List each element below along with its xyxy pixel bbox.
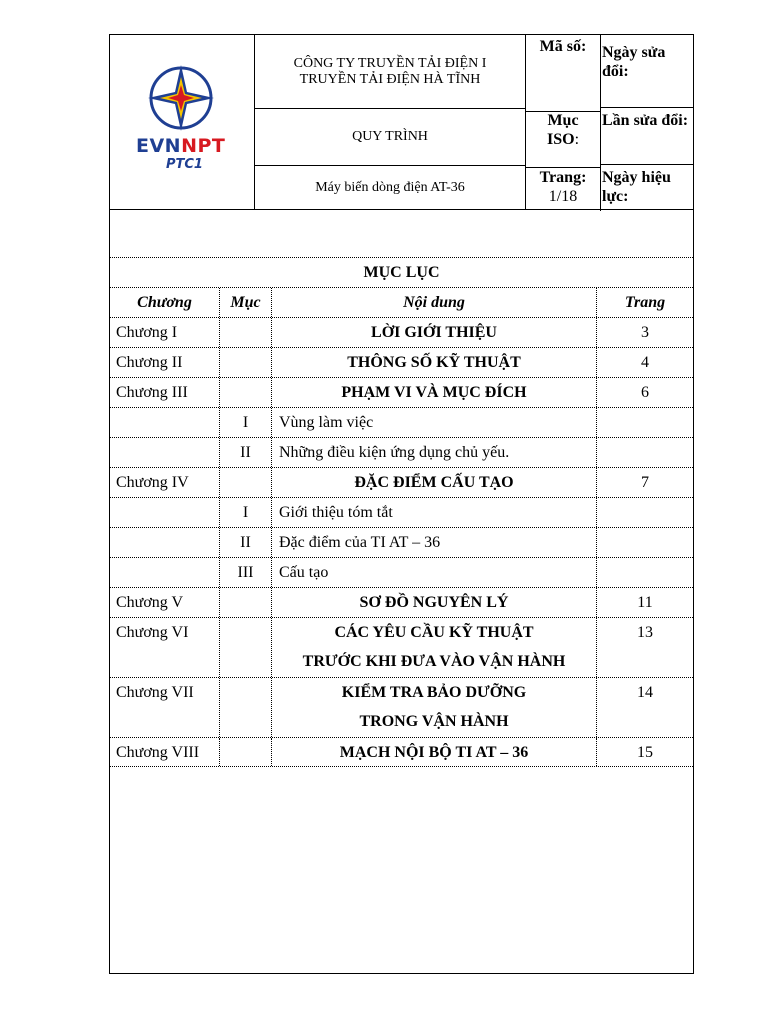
- chapter-cell: [110, 618, 220, 677]
- doc-subject: Máy biến dòng điện AT-36: [315, 179, 465, 195]
- table-row: [110, 497, 693, 527]
- header-content-cell: [272, 288, 597, 317]
- section-cell: [220, 318, 272, 347]
- table-row: [110, 557, 693, 587]
- table-row: [110, 407, 693, 437]
- page-value: 1/18: [548, 188, 578, 205]
- logo-wordmark: [136, 135, 225, 157]
- logo-npt-text: NPT: [181, 135, 226, 157]
- content-cell: [272, 618, 597, 677]
- chapter-cell: [110, 378, 220, 407]
- header-section: Mục: [230, 294, 261, 311]
- chapter-cell: [110, 348, 220, 377]
- page-number: 7: [641, 474, 649, 491]
- table-row: [110, 617, 693, 677]
- page-number: 3: [641, 324, 649, 341]
- content-label-line2: TRONG VẬN HÀNH: [359, 713, 509, 730]
- edit-date-label: Ngày sửa đổi:: [602, 44, 666, 80]
- content-label: Những điều kiện ứng dụng chủ yếu.: [279, 444, 510, 461]
- iso-label-2: ISO: [546, 131, 575, 148]
- content-cell: [272, 498, 597, 527]
- chapter-cell: [110, 588, 220, 617]
- header-chapter-cell: [110, 288, 220, 317]
- page-number-cell: [597, 408, 693, 437]
- page-number: 15: [637, 744, 653, 761]
- chapter-cell: [110, 498, 220, 527]
- chapter-cell: [110, 318, 220, 347]
- revision-label: Lần sửa đổi:: [602, 112, 689, 129]
- code-label: Mã số:: [539, 38, 587, 55]
- table-row: [110, 467, 693, 497]
- chapter-cell: [110, 438, 220, 467]
- page-number-cell: [597, 738, 693, 766]
- content-cell: [272, 738, 597, 766]
- section-cell: [220, 468, 272, 497]
- content-cell: [272, 378, 597, 407]
- document-header: [110, 35, 693, 210]
- content-cell: [272, 678, 597, 737]
- page-number: 6: [641, 384, 649, 401]
- logo-ptc1-text: PTC1: [166, 157, 203, 172]
- chapter-label: Chương VIII: [116, 744, 200, 761]
- page-number-cell: [597, 378, 693, 407]
- doc-type-cell: [255, 109, 526, 166]
- section-cell: [220, 408, 272, 437]
- chapter-cell: [110, 678, 220, 737]
- content-label: ĐẶC ĐIỂM CẤU TẠO: [354, 474, 514, 491]
- header-content: Nội dung: [403, 294, 465, 311]
- table-row: [110, 347, 693, 377]
- section-cell: [220, 558, 272, 587]
- content-cell: [272, 528, 597, 557]
- revision-cell: [601, 109, 693, 165]
- edit-date-cell: [601, 35, 693, 108]
- toc-title: MỤC LỤC: [363, 264, 440, 281]
- table-row: [110, 377, 693, 407]
- iso-label-1: Mục: [547, 112, 579, 129]
- content-cell: [272, 318, 597, 347]
- table-row: [110, 587, 693, 617]
- content-cell: [272, 408, 597, 437]
- section-label: II: [240, 444, 251, 461]
- table-row: [110, 317, 693, 347]
- section-label: I: [242, 414, 249, 431]
- section-cell: [220, 738, 272, 766]
- page-number-cell: [597, 588, 693, 617]
- logo-evn-text: EVN: [136, 135, 182, 157]
- section-label: I: [242, 504, 249, 521]
- chapter-label: Chương IV: [116, 474, 189, 491]
- company-name-line2: TRUYỀN TẢI ĐIỆN HÀ TĨNH: [299, 71, 481, 87]
- content-label: PHẠM VI VÀ MỤC ĐÍCH: [341, 384, 527, 401]
- document-frame: [109, 34, 694, 974]
- content-cell: [272, 348, 597, 377]
- content-label: Cấu tạo: [279, 564, 329, 581]
- company-name-cell: [255, 35, 526, 109]
- chapter-cell: [110, 528, 220, 557]
- section-cell: [220, 498, 272, 527]
- section-label: II: [240, 534, 251, 551]
- section-cell: [220, 678, 272, 737]
- chapter-cell: [110, 408, 220, 437]
- evnnpt-logo-icon: [110, 35, 254, 209]
- effective-date-label: Ngày hiệu lực:: [602, 169, 671, 205]
- logo-cell: [110, 35, 255, 209]
- page-label: Trang:: [539, 169, 587, 186]
- content-cell: [272, 438, 597, 467]
- table-row: [110, 737, 693, 767]
- content-cell: [272, 468, 597, 497]
- header-section-cell: [220, 288, 272, 317]
- chapter-label: Chương I: [116, 324, 178, 341]
- section-cell: [220, 348, 272, 377]
- toc-title-row: [110, 257, 693, 287]
- code-cell: [526, 35, 601, 112]
- header-page: Trang: [624, 294, 666, 311]
- chapter-label: Chương II: [116, 354, 183, 371]
- header-chapter: Chương: [137, 294, 192, 311]
- chapter-label: Chương V: [116, 594, 184, 611]
- table-row: [110, 527, 693, 557]
- content-cell: [272, 588, 597, 617]
- content-label: LỜI GIỚI THIỆU: [371, 324, 497, 341]
- content-label: Vùng làm việc: [279, 414, 374, 431]
- table-row: [110, 437, 693, 467]
- section-cell: [220, 438, 272, 467]
- content-label: Đặc điểm của TI AT – 36: [279, 534, 441, 551]
- page-number: 11: [637, 594, 653, 611]
- content-label: CÁC YÊU CẦU KỸ THUẬT: [334, 624, 534, 641]
- table-row: [110, 677, 693, 737]
- chapter-cell: [110, 738, 220, 766]
- effective-date-cell: [601, 166, 693, 209]
- page-number-cell: [597, 318, 693, 347]
- page-number: 14: [637, 684, 653, 701]
- iso-colon: :: [574, 131, 580, 148]
- page-number-cell: [597, 528, 693, 557]
- content-label: MẠCH NỘI BỘ TI AT – 36: [339, 744, 529, 761]
- page-number-cell: [597, 438, 693, 467]
- section-label: III: [237, 564, 254, 581]
- page-number-cell: [597, 348, 693, 377]
- header-page-cell: [597, 288, 693, 317]
- page-number: 4: [641, 354, 649, 371]
- section-cell: [220, 528, 272, 557]
- page-number: 13: [637, 624, 653, 641]
- chapter-label: Chương VI: [116, 624, 189, 641]
- section-cell: [220, 378, 272, 407]
- page-number-cell: [597, 618, 693, 677]
- content-label: SƠ ĐỒ NGUYÊN LÝ: [359, 594, 509, 611]
- chapter-cell: [110, 558, 220, 587]
- doc-type: QUY TRÌNH: [352, 129, 428, 144]
- page-number-cell: [597, 498, 693, 527]
- page-cell: [526, 166, 601, 211]
- page-number-cell: [597, 468, 693, 497]
- chapter-label: Chương III: [116, 384, 188, 401]
- chapter-cell: [110, 468, 220, 497]
- section-cell: [220, 618, 272, 677]
- content-cell: [272, 558, 597, 587]
- section-cell: [220, 588, 272, 617]
- iso-cell: [526, 109, 601, 168]
- toc-header-row: [110, 287, 693, 317]
- content-label: THÔNG SỐ KỸ THUẬT: [347, 354, 521, 371]
- content-label: KIỂM TRA BẢO DƯỠNG: [341, 684, 527, 701]
- doc-subject-cell: [255, 166, 526, 209]
- content-label: Giới thiệu tóm tắt: [279, 504, 393, 521]
- page-number-cell: [597, 678, 693, 737]
- company-name-line1: CÔNG TY TRUYỀN TẢI ĐIỆN I: [293, 55, 487, 71]
- page-number-cell: [597, 558, 693, 587]
- chapter-label: Chương VII: [116, 684, 194, 701]
- content-label-line2: TRƯỚC KHI ĐƯA VÀO VẬN HÀNH: [302, 653, 566, 670]
